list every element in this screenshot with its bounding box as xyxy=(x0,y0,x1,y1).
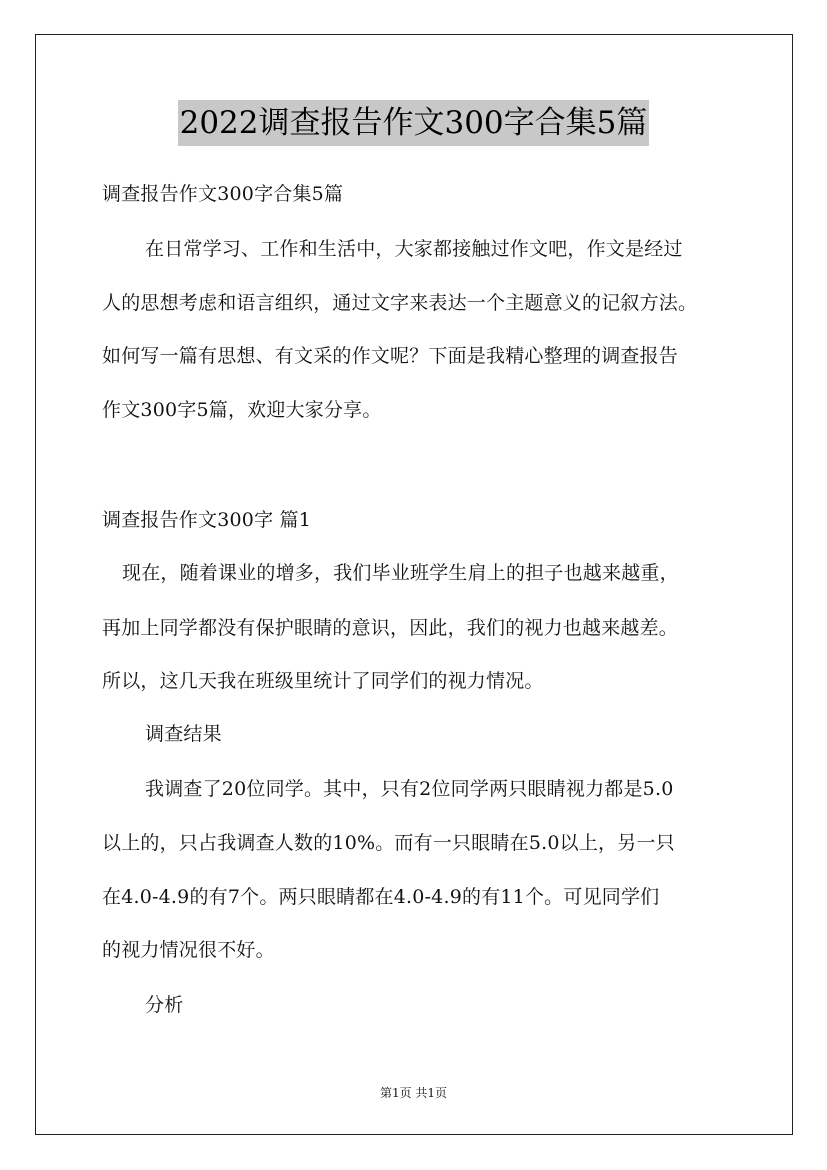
section-heading: 调查报告作文300字 篇1 xyxy=(102,509,311,531)
section-line-2: 再加上同学都没有保护眼睛的意识，因此，我们的视力也越来越差。 xyxy=(102,617,679,639)
intro-line-2: 人的思想考虑和语言组织，通过文字来表达一个主题意义的记叙方法。 xyxy=(102,292,698,314)
intro-line-1: 在日常学习、工作和生活中，大家都接触过作文吧，作文是经过 xyxy=(145,238,683,260)
analysis-heading: 分析 xyxy=(145,994,184,1016)
result-heading: 调查结果 xyxy=(145,723,222,745)
intro-line-3: 如何写一篇有思想、有文采的作文呢？下面是我精心整理的调查报告 xyxy=(102,345,679,367)
section-line-1: 现在，随着课业的增多，我们毕业班学生肩上的担子也越来越重， xyxy=(122,562,679,584)
result-line-3: 在4.0-4.9的有7个。两只眼睛都在4.0-4.9的有11个。可见同学们 xyxy=(102,886,660,908)
document-title: 2022调查报告作文300字合集5篇 xyxy=(178,100,650,146)
section-line-3: 所以，这几天我在班级里统计了同学们的视力情况。 xyxy=(102,670,544,692)
page-footer: 第1页 共1页 xyxy=(379,1086,448,1100)
document-subtitle: 调查报告作文300字合集5篇 xyxy=(102,183,344,205)
title-container xyxy=(0,100,827,146)
result-line-4: 的视力情况很不好。 xyxy=(102,939,275,961)
intro-line-4: 作文300字5篇，欢迎大家分享。 xyxy=(102,399,382,421)
result-line-1: 我调查了20位同学。其中，只有2位同学两只眼睛视力都是5.0 xyxy=(145,778,674,800)
result-line-2: 以上的，只占我调查人数的10%。而有一只眼睛在5.0以上，另一只 xyxy=(102,832,675,854)
